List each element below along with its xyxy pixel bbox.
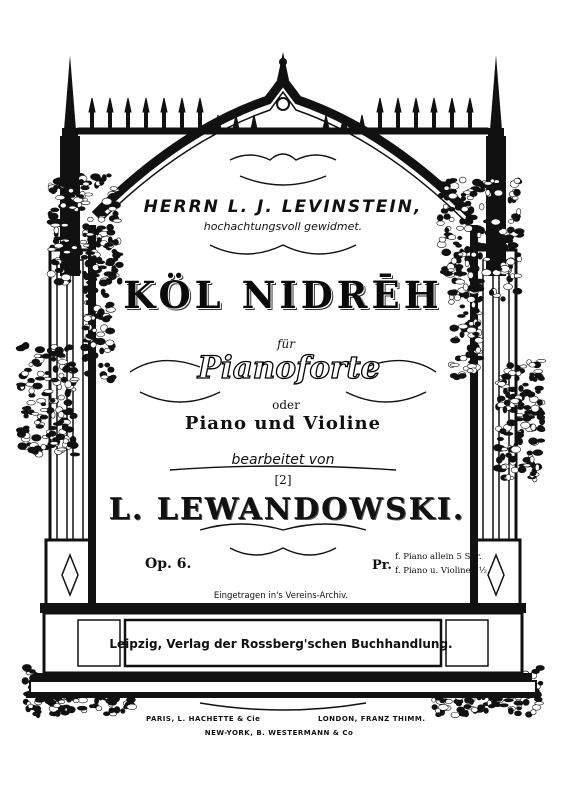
opus-number: Op. 6. [145, 556, 192, 572]
number-mark: [2] [274, 473, 292, 487]
composer-name: L. LEWANDOWSKI. [108, 492, 466, 527]
or-label: oder [272, 398, 300, 412]
dedication-name: HERRN L. J. LEVINSTEIN, [143, 197, 423, 217]
for-label: für [277, 337, 295, 351]
arranged-by-label: bearbeitet von [231, 452, 335, 468]
price-piano-violin: f. Piano u. Violine 7½. [395, 566, 490, 576]
price-label: Pr. [372, 558, 392, 573]
agent-newyork: NEW-YORK, B. WESTERMANN & Co [204, 729, 354, 737]
registration-note: Eingetragen in's Vereins-Archiv. [213, 591, 349, 601]
dedication-line: hochachtungsvoll gewidmet. [203, 220, 363, 233]
base-plinth [26, 603, 540, 710]
agent-paris: PARIS, L. HACHETTE & Cie [146, 715, 261, 723]
agent-london: LONDON, FRANZ THIMM. [318, 715, 426, 723]
price-piano: f. Piano allein 5 Sgr. [395, 552, 482, 562]
alternative-instrumentation: Piano und Violine [184, 413, 382, 434]
instrument-title: Pianoforte [197, 350, 381, 386]
page-title: KÖL NIDRĒH [123, 273, 443, 317]
publisher-imprint: Leipzig, Verlag der Rossberg'schen Buchhandlung. [109, 637, 453, 651]
